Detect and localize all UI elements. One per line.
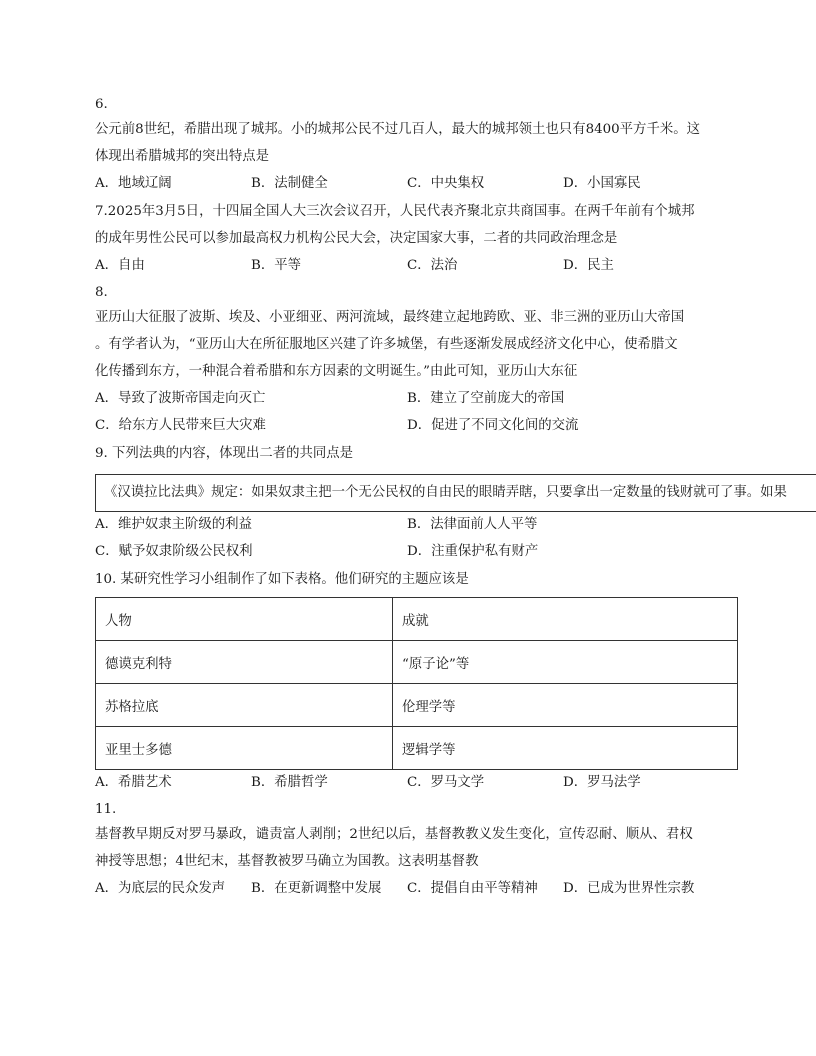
q8-option-a: A．导致了波斯帝国走向灭亡 [95,391,266,406]
table-cell: 成就 [393,598,738,641]
q8-option-d: D．促进了不同文化间的交流 [407,418,579,433]
q9-stem: 9. 下列法典的内容，体现出二者的共同点是 [95,446,354,461]
q8-stem-line3: 化传播到东方，一种混合着希腊和东方因素的文明诞生。”由此可知，亚历山大东征 [95,364,578,379]
table-cell: 逻辑学等 [393,727,738,770]
q11-option-b: B．在更新调整中发展 [251,881,382,896]
q11-option-a: A．为底层的民众发声 [95,881,226,896]
q9-option-b: B．法律面前人人平等 [407,517,538,532]
table-cell: 亚里士多德 [96,727,393,770]
q11-option-c: C．提倡自由平等精神 [407,881,538,896]
q8-number: 8. [95,285,108,300]
table-cell: 苏格拉底 [96,684,393,727]
table-row [96,641,738,684]
q8-stem-line2: 。有学者认为，“亚历山大在所征服地区兴建了许多城堡，有些逐渐发展成经济文化中心，使希腊文 [95,337,678,352]
q6-option-b: B．法制健全 [251,176,328,191]
q11-stem-line2: 神授等思想；4世纪末，基督教被罗马确立为国教。这表明基督教 [95,854,479,869]
q10-stem: 10. 某研究性学习小组制作了如下表格。他们研究的主题应该是 [95,572,469,587]
q10-option-d: D．罗马法学 [563,775,641,790]
q6-number: 6. [95,97,108,112]
q10-option-b: B．希腊哲学 [251,775,328,790]
q7-option-c: C．法治 [407,258,458,273]
q7-stem-line1: 7.2025年3月5日，十四届全国人大三次会议召开，人民代表齐聚北京共商国事。在两千年前有个城邦 [95,204,695,219]
q10-option-a: A．希腊艺术 [95,775,172,790]
table-row [96,598,738,641]
q6-stem-line1: 公元前8世纪，希腊出现了城邦。小的城邦公民不过几百人，最大的城邦领土也只有8400平方千米。这 [95,122,701,137]
table-cell: 人物 [96,598,393,641]
q6-option-c: C．中央集权 [407,176,485,191]
q6-stem-line2: 体现出希腊城邦的突出特点是 [95,149,270,164]
q11-number: 11. [95,802,117,817]
q9-quote-text: 《汉谟拉比法典》规定：如果奴隶主把一个无公民权的自由民的眼睛弄瞎，只要拿出一定数量的钱财就可了事。如果 [104,485,787,500]
q7-stem-line2: 的成年男性公民可以参加最高权力机构公民大会，决定国家大事，二者的共同政治理念是 [95,231,618,246]
q8-option-c: C．给东方人民带来巨大灾难 [95,418,266,433]
q11-stem-line1: 基督教早期反对罗马暴政，谴责富人剥削；2世纪以后，基督教教义发生变化，宣传忍耐、顺从、君权 [95,827,693,842]
table-cell: 德谟克利特 [96,641,393,684]
q7-option-b: B．平等 [251,258,302,273]
q9-quote-box [95,474,816,512]
q7-option-d: D．民主 [563,258,614,273]
q8-stem-line1: 亚历山大征服了波斯、埃及、小亚细亚、两河流域，最终建立起地跨欧、亚、非三洲的亚历山大帝国 [95,310,685,325]
table-row [96,684,738,727]
q6-option-d: D．小国寡民 [563,176,641,191]
q9-option-a: A．维护奴隶主阶级的利益 [95,517,252,532]
table-cell: 伦理学等 [393,684,738,727]
table-cell: “原子论”等 [393,641,738,684]
q9-option-c: C．赋予奴隶阶级公民权利 [95,544,253,559]
q6-option-a: A．地域辽阔 [95,176,172,191]
table-row [96,727,738,770]
q9-option-d: D．注重保护私有财产 [407,544,539,559]
q10-option-c: C．罗马文学 [407,775,485,790]
q10-table [95,597,738,770]
q7-option-a: A．自由 [95,258,145,273]
q11-option-d: D．已成为世界性宗教 [563,881,695,896]
q8-option-b: B．建立了空前庞大的帝国 [407,391,565,406]
